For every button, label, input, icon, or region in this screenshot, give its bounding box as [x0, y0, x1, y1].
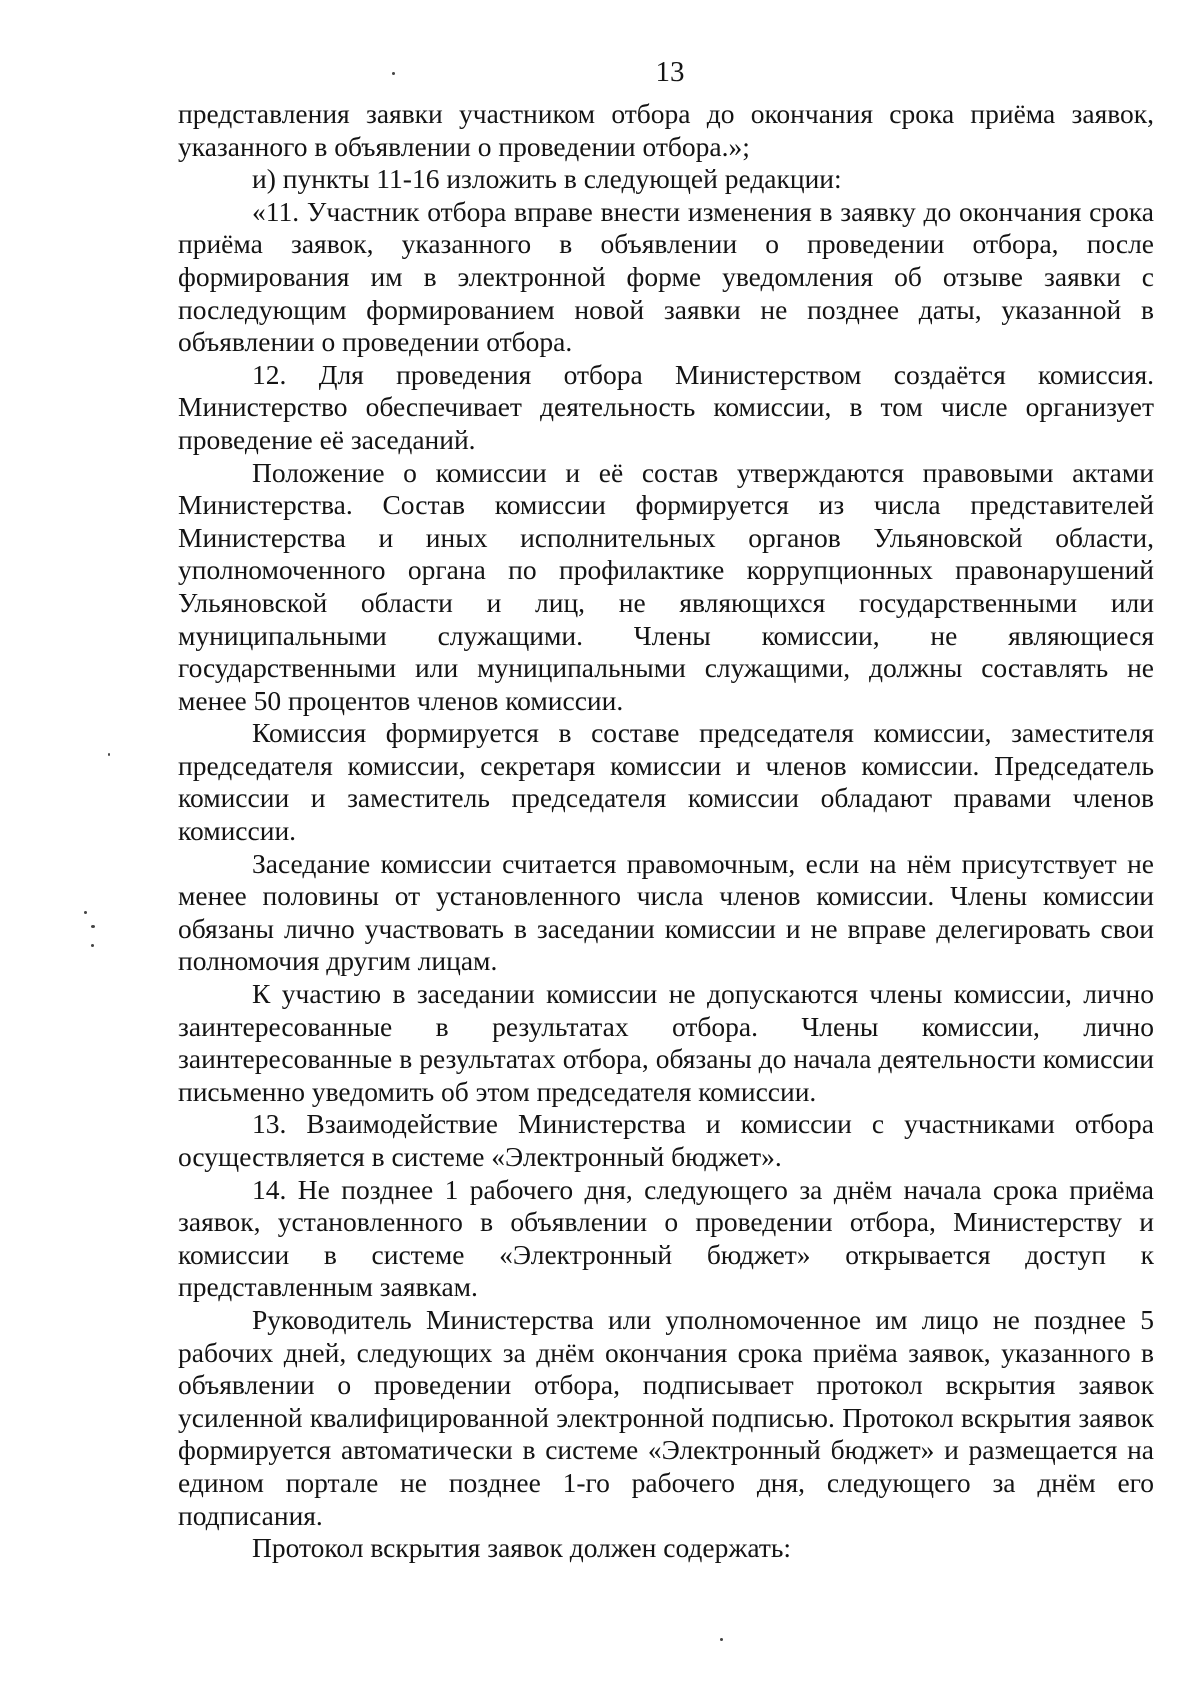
scan-speck	[84, 911, 87, 914]
paragraph-conflict-of-interest: К участию в заседании комиссии не допускаются члены комиссии, лично заинтересованные в результатах отбора. Члены комиссии, лично заинтересованные в результатах отбора, обязаны до начала деятельности комиссии письменно уведомить об этом председателя комиссии.	[178, 978, 1154, 1107]
scan-speck	[392, 72, 395, 75]
scan-speck	[108, 753, 110, 756]
scan-speck	[91, 925, 95, 928]
paragraph-point-13: 13. Взаимодействие Министерства и комиссии с участниками отбора осуществляется в системе «Электронный бюджет».	[178, 1108, 1154, 1172]
document-body	[178, 98, 1154, 1565]
paragraph-protocol-contents: Протокол вскрытия заявок должен содержать:	[252, 1532, 792, 1564]
paragraph-point-12: 12. Для проведения отбора Министерством создаётся комиссия. Министерство обеспечивает деятельность комиссии, в том числе организует проведение её заседаний.	[178, 358, 1154, 455]
scan-speck	[91, 944, 94, 947]
paragraph-meeting-quorum: Заседание комиссии считается правомочным, если на нём присутствует не менее половины от установленного числа членов комиссии. Члены комиссии обязаны лично участвовать в заседании комиссии и не вправе делегировать свои полномочия другим лицам.	[178, 847, 1154, 977]
paragraph-opening-protocol: Руководитель Министерства или уполномоченное им лицо не позднее 5 рабочих дней, следующих за днём окончания срока приёма заявок, указанного в объявлении о проведении отбора, подписывает протокол вскрытия заявок усиленной квалифицированной электронной подписью. Протокол вскрытия заявок формируется автоматически в системе «Электронный бюджет» и размещается на едином портале не позднее 1-го рабочего дня, следующего за днём его подписания.	[178, 1303, 1154, 1531]
paragraph-point-14: 14. Не позднее 1 рабочего дня, следующего за днём начала срока приёма заявок, установленного в объявлении о проведении отбора, Министерству и комиссии в системе «Электронный бюджет» открывается доступ к представленным заявкам.	[178, 1173, 1154, 1303]
paragraph-commission-composition: Положение о комиссии и её состав утверждаются правовыми актами Министерства. Состав комиссии формируется из числа представителей Министерства и иных исполнительных органов Ульяновской области, уполномоченного органа по профилактике коррупционных правонарушений Ульяновской области и лиц, не являющихся государственными или муниципальными служащими. Члены комиссии, не являющиеся государственными или муниципальными служащими, должны составлять не менее 50 процентов членов комиссии.	[178, 456, 1154, 716]
paragraph-continuation: представления заявки участником отбора до окончания срока приёма заявок, указанного в объявлении о проведении отбора.»;	[178, 98, 1154, 162]
paragraph-point-11: «11. Участник отбора вправе внести изменения в заявку до окончания срока приёма заявок, указанного в объявлении о проведении отбора, после формирования им в электронной форме уведомления об отзыве заявки с последующим формированием новой заявки не позднее даты, указанной в объявлении о проведении отбора.	[178, 195, 1154, 358]
scan-speck	[720, 1638, 723, 1641]
page-number: 13	[655, 56, 685, 88]
paragraph-commission-structure: Комиссия формируется в составе председателя комиссии, заместителя председателя комиссии, секретаря комиссии и членов комиссии. Председатель комиссии и заместитель председателя комиссии обладают правами членов комиссии.	[178, 717, 1154, 847]
paragraph-amendment-item: и) пункты 11-16 изложить в следующей редакции:	[252, 163, 842, 195]
